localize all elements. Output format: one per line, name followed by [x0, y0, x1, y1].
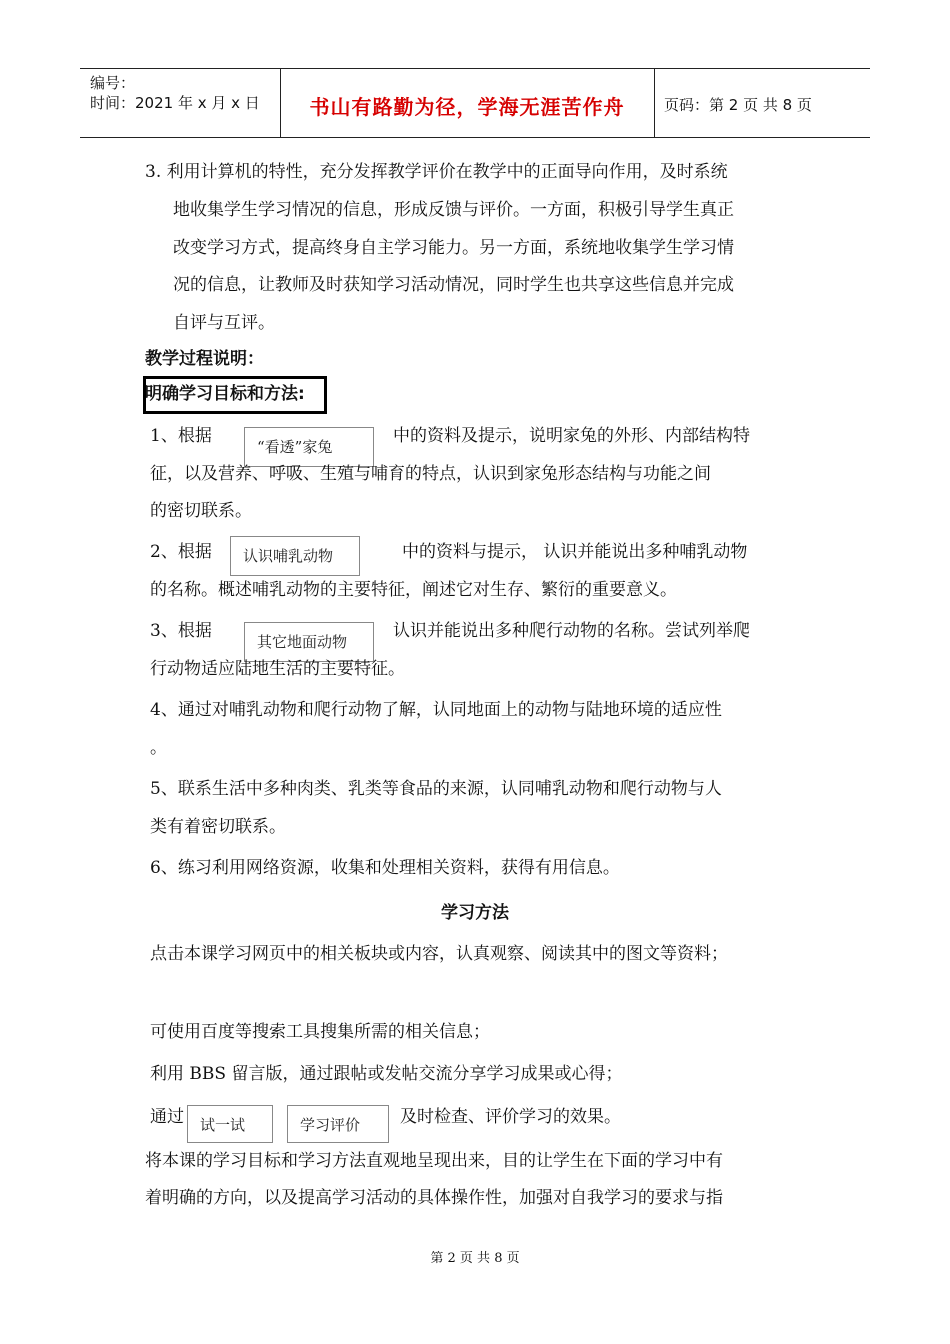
goal2-line1: 中的资料与提示， 认识并能说出多种哺乳动物 — [402, 542, 748, 562]
goal3-line1: 认识并能说出多种爬行动物的名称。尝试列举爬 — [393, 621, 750, 641]
method4-suffix: 及时检查、评价学习的效果。 — [400, 1107, 621, 1127]
summary-line1: 将本课的学习目标和学习方法直观地呈现出来，目的让学生在下面的学习中有 — [145, 1151, 723, 1171]
link-other-ground-animals-button[interactable]: 其它地面动物 — [244, 622, 374, 662]
header-motto: 书山有路勤为径，学海无涯苦作舟 — [309, 95, 625, 119]
goal5-line1: 5、联系生活中多种肉类、乳类等食品的来源，认同哺乳动物和爬行动物与人 — [150, 779, 722, 799]
goal3-line2: 行动物适应陆地生活的主要特征。 — [150, 659, 405, 679]
goal5-line2: 类有着密切联系。 — [150, 817, 286, 837]
item3-line4: 况的信息，让教师及时获知学习活动情况，同时学生也共享这些信息并完成 — [173, 275, 734, 295]
goal1-line1: 中的资料及提示，说明家兔的外形、内部结构特 — [393, 426, 750, 446]
item3-line3: 改变学习方式，提高终身自主学习能力。另一方面，系统地收集学生学习情 — [173, 238, 734, 258]
goal1-prefix: 1、根据 — [150, 426, 212, 446]
header-divider — [654, 69, 655, 137]
link-try-it-button[interactable]: 试一试 — [187, 1105, 273, 1143]
page-header — [80, 68, 870, 138]
method1: 点击本课学习网页中的相关板块或内容，认真观察、阅读其中的图文等资料； — [150, 944, 728, 964]
header-meta — [90, 73, 260, 113]
item3-line2: 地收集学生学习情况的信息，形成反馈与评价。一方面，积极引导学生真正 — [173, 200, 734, 220]
method4-prefix: 通过 — [150, 1107, 184, 1127]
goal1-line2: 征，以及营养、呼吸、生殖与哺育的特点，认识到家兔形态结构与功能之间 — [150, 464, 711, 484]
link-kantou-jiatu-button[interactable]: “看透”家兔 — [244, 427, 374, 467]
goal-title: 明确学习目标和方法: — [145, 384, 305, 404]
method3: 利用 BBS 留言版，通过跟帖或发帖交流分享学习成果或心得； — [150, 1064, 623, 1084]
goal3-prefix: 3、根据 — [150, 621, 212, 641]
methods-title: 学习方法 — [441, 903, 509, 923]
process-title: 教学过程说明： — [145, 349, 264, 369]
page-footer: 第 2 页 共 8 页 — [430, 1251, 520, 1266]
link-mammals-button[interactable]: 认识哺乳动物 — [230, 536, 360, 576]
item3-line5: 自评与互评。 — [173, 313, 275, 333]
number-label: 编号： — [90, 74, 136, 92]
header-page-info: 页码：第 2 页 共 8 页 — [664, 96, 812, 114]
goal2-line2: 的名称。概述哺乳动物的主要特征，阐述它对生存、繁衍的重要意义。 — [150, 580, 677, 600]
goal6-line1: 6、练习利用网络资源，收集和处理相关资料，获得有用信息。 — [150, 858, 620, 878]
goal2-prefix: 2、根据 — [150, 542, 212, 562]
goal4-line2: 。 — [150, 738, 167, 758]
goal4-line1: 4、通过对哺乳动物和爬行动物了解，认同地面上的动物与陆地环境的适应性 — [150, 700, 722, 720]
time-line: 时间：2021 年 x 月 x 日 — [90, 94, 260, 112]
summary-line2: 着明确的方向，以及提高学习活动的具体操作性，加强对自我学习的要求与指 — [145, 1188, 723, 1208]
link-learning-evaluation-button[interactable]: 学习评价 — [287, 1105, 389, 1143]
goal1-line3: 的密切联系。 — [150, 501, 252, 521]
item3-line1: 3. 利用计算机的特性，充分发挥教学评价在教学中的正面导向作用，及时系统 — [145, 162, 728, 182]
method2: 可使用百度等搜索工具搜集所需的相关信息； — [150, 1022, 490, 1042]
